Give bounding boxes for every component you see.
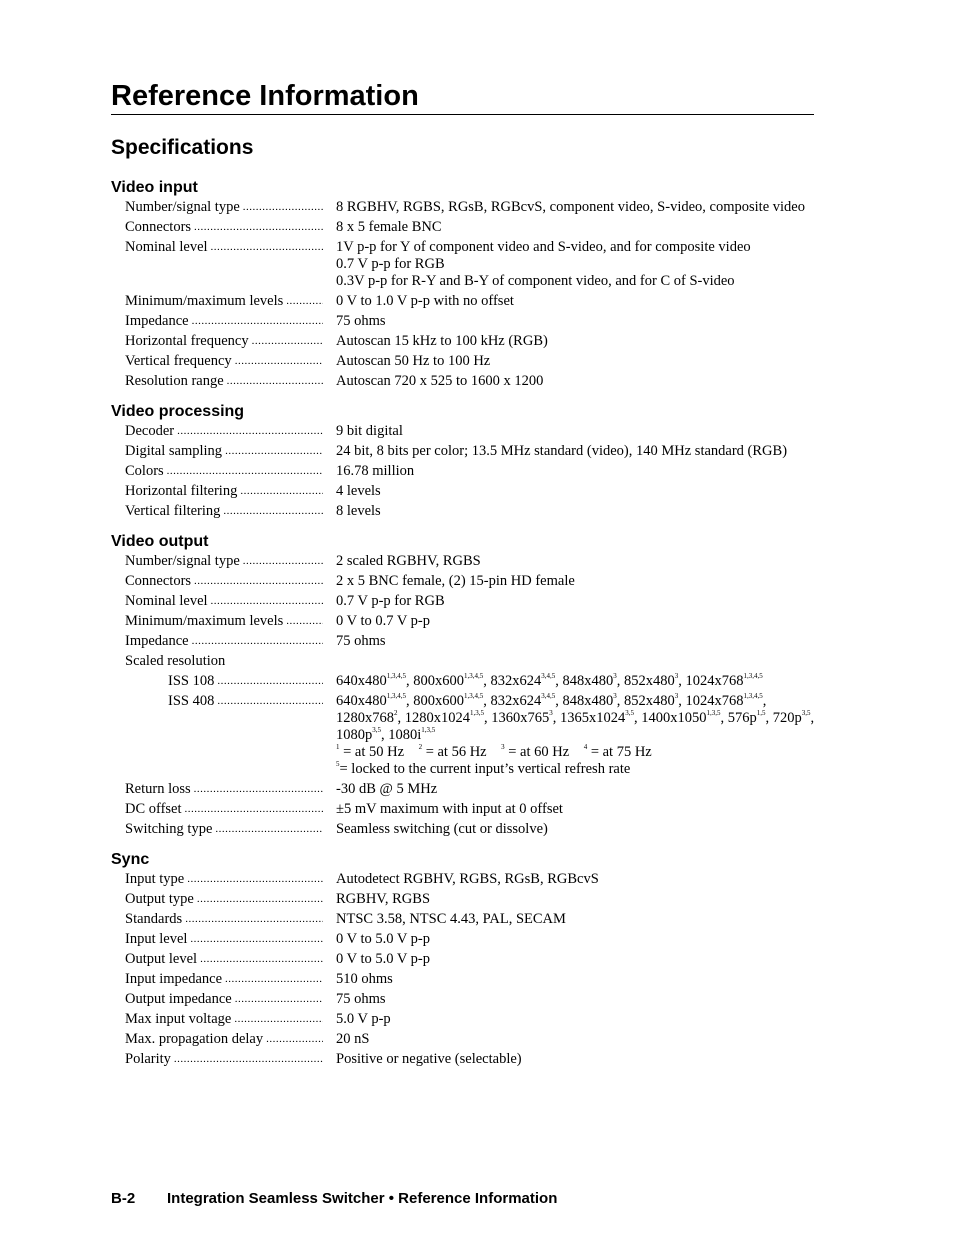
resolution-item: 1080p (336, 727, 373, 743)
leader-dots (197, 891, 323, 908)
footnote-text: = at 60 Hz (504, 744, 584, 760)
spec-label-text: Nominal level (125, 239, 208, 255)
spec-value (326, 443, 821, 460)
spec-label-text: Max. propagation delay (125, 1031, 264, 1047)
resolution-item: 832x624 (490, 673, 542, 689)
spec-label (111, 313, 326, 330)
spec-label-text: Output type (125, 891, 194, 907)
spec-value (326, 353, 821, 370)
spec-row (111, 423, 821, 440)
spec-value-text: 0 V to 5.0 V p-p (336, 931, 431, 947)
spec-label-text: DC offset (125, 801, 182, 817)
footnote-line (336, 761, 821, 778)
footnote-ref: 1,3,4,5 (386, 672, 406, 681)
spec-row (111, 891, 821, 908)
resolution-item: 640x480 (336, 693, 387, 709)
spec-value-line: 0.7 V p-p for RGB (336, 256, 445, 272)
spec-value-text: 16.78 million (336, 463, 415, 479)
group-spacer (111, 523, 821, 530)
spec-row (111, 781, 821, 798)
leader-dots (227, 373, 323, 390)
spec-value-text: Positive or negative (selectable) (336, 1051, 522, 1067)
spec-value (326, 693, 821, 778)
spec-label (111, 333, 326, 350)
spec-label-text: Impedance (125, 633, 189, 649)
spec-value (326, 463, 821, 480)
spec-row (111, 931, 821, 948)
spec-label (111, 891, 326, 908)
spec-label-text: Number/signal type (125, 553, 240, 569)
spec-value-text: Autoscan 50 Hz to 100 Hz (336, 353, 491, 369)
spec-row (111, 199, 821, 216)
spec-value (326, 593, 821, 610)
spec-label-text: Vertical frequency (125, 353, 232, 369)
spec-group (111, 400, 821, 520)
spec-value-text: 510 ohms (336, 971, 393, 987)
spec-value (326, 801, 821, 818)
spec-row (111, 593, 821, 610)
spec-value-text: 8 RGBHV, RGBS, RGsB, RGBcvS, component video, S-video, composite video (336, 199, 805, 215)
spec-value-text: Seamless switching (cut or dissolve) (336, 821, 548, 837)
spec-label (111, 423, 326, 440)
footnote-ref: 3 (613, 692, 617, 701)
leader-dots (217, 673, 323, 690)
spec-label (111, 633, 326, 650)
spec-row (111, 293, 821, 310)
spec-label (111, 653, 326, 670)
spec-label (111, 871, 326, 888)
spec-row (111, 219, 821, 236)
spec-label-text: Input impedance (125, 971, 223, 987)
spec-value-text: 2 x 5 BNC female, (2) 15-pin HD female (336, 573, 575, 589)
spec-value (326, 1031, 821, 1048)
spec-value-text: -30 dB @ 5 MHz (336, 781, 438, 797)
footnote-ref: 3 (549, 709, 553, 718)
spec-value (326, 613, 821, 630)
footnote-ref: 1,3,4,5 (464, 692, 484, 701)
spec-value (326, 951, 821, 968)
spec-label-text: Scaled resolution (125, 653, 226, 669)
footnote-ref: 3 (613, 672, 617, 681)
footnote-number: 5 (336, 760, 340, 769)
spec-row (111, 613, 821, 630)
leader-dots (225, 443, 323, 460)
leader-dots (234, 1011, 323, 1028)
spec-value (326, 821, 821, 838)
footnote-ref: 1,3,5 (421, 726, 436, 735)
spec-label-text: Number/signal type (125, 199, 240, 215)
leader-dots (194, 781, 323, 798)
leader-dots (194, 219, 323, 236)
spec-row (111, 333, 821, 350)
spec-value (326, 991, 821, 1008)
footnote-number: 3 (501, 743, 505, 752)
spec-label (111, 781, 326, 798)
leader-dots (190, 931, 323, 948)
leader-dots (235, 991, 323, 1008)
resolution-item: 800x600 (413, 673, 464, 689)
spec-label (111, 613, 326, 630)
resolution-item: 1024x768 (685, 693, 744, 709)
spec-value-text: 8 x 5 female BNC (336, 219, 442, 235)
spec-label-text: Standards (125, 911, 183, 927)
spec-row (111, 1031, 821, 1048)
leader-dots (225, 971, 323, 988)
spec-label-text: Nominal level (125, 593, 208, 609)
spec-value (326, 423, 821, 440)
spec-value (326, 911, 821, 928)
footnote-ref: 2 (394, 709, 398, 718)
leader-dots (217, 693, 323, 778)
resolution-item: 1024x768 (685, 673, 744, 689)
leader-dots (235, 353, 323, 370)
spec-value-line: 1V p-p for Y of component video and S-video, and for composite video (336, 239, 751, 255)
resolution-item: 848x480 (562, 693, 614, 709)
spec-value (326, 633, 821, 650)
spec-value (326, 219, 821, 236)
footnote-ref: 1,3,4,5 (386, 692, 406, 701)
spec-value-text: 0 V to 5.0 V p-p (336, 951, 431, 967)
group-heading: Video processing (111, 403, 245, 420)
spec-label-text: Output level (125, 951, 198, 967)
spec-label-text: ISS 108 (168, 673, 215, 689)
spec-row (111, 971, 821, 988)
footnote-ref: 1,3,4,5 (743, 672, 763, 681)
footnote-number: 4 (583, 743, 588, 752)
leader-dots (200, 951, 323, 968)
resolution-item: 576p (727, 710, 757, 726)
resolution-item: 1280x1024 (404, 710, 470, 726)
group-heading: Video output (111, 533, 209, 550)
spec-row (111, 483, 821, 500)
footer-text: Integration Seamless Switcher • Reference Information (167, 1190, 558, 1207)
spec-value (326, 673, 821, 690)
page-footer (111, 1190, 557, 1207)
spec-label-text: Switching type (125, 821, 213, 837)
leader-dots (187, 871, 323, 888)
spec-label (111, 931, 326, 948)
spec-value-text: NTSC 3.58, NTSC 4.43, PAL, SECAM (336, 911, 566, 927)
spec-label (111, 353, 326, 370)
specifications-content (111, 176, 821, 1071)
spec-value (326, 313, 821, 330)
spec-label (111, 801, 326, 818)
footnote-line (336, 744, 821, 761)
leader-dots (192, 313, 323, 330)
spec-label-text: Impedance (125, 313, 189, 329)
leader-dots (252, 333, 323, 350)
leader-dots (243, 199, 323, 216)
spec-label (111, 971, 326, 988)
spec-value (326, 503, 821, 520)
spec-value-text: 8 levels (336, 503, 381, 519)
spec-label-text: Colors (125, 463, 164, 479)
leader-dots (211, 593, 323, 610)
spec-row (111, 553, 821, 570)
leader-dots (240, 483, 323, 500)
footnote-ref: 3,5 (801, 709, 811, 718)
spec-row (111, 911, 821, 928)
footnote-ref: 1,3,4,5 (464, 672, 484, 681)
footnote-ref: 1,3,5 (470, 709, 484, 718)
spec-value (326, 483, 821, 500)
resolution-item: 1400x1050 (641, 710, 707, 726)
spec-row (111, 673, 821, 690)
spec-value (326, 891, 821, 908)
spec-label (111, 1051, 326, 1068)
spec-value (326, 971, 821, 988)
spec-value (326, 199, 821, 216)
spec-group (111, 530, 821, 838)
resolution-item: 852x480 (624, 673, 675, 689)
spec-row (111, 633, 821, 650)
spec-label-text: Horizontal frequency (125, 333, 249, 349)
spec-label (111, 593, 326, 610)
footnote-ref: 1,3,4,5 (743, 692, 763, 701)
spec-value-text: RGBHV, RGBS (336, 891, 431, 907)
spec-value (326, 573, 821, 590)
page-title: Reference Information (111, 78, 814, 115)
leader-dots (211, 239, 323, 290)
spec-row (111, 871, 821, 888)
spec-value-text: Autoscan 720 x 525 to 1600 x 1200 (336, 373, 544, 389)
spec-row (111, 313, 821, 330)
spec-label-text: Input type (125, 871, 185, 887)
group-heading: Video input (111, 179, 198, 196)
spec-label-text: Polarity (125, 1051, 171, 1067)
spec-label-text: Connectors (125, 573, 192, 589)
footnote-text: = at 75 Hz (587, 744, 652, 760)
spec-value (326, 931, 821, 948)
section-title: Specifications (111, 136, 254, 159)
spec-value-line: 0.3V p-p for R-Y and B-Y of component video, and for C of S-video (336, 273, 735, 289)
footnote-text: = at 50 Hz (339, 744, 419, 760)
resolution-item: 1365x1024 (560, 710, 626, 726)
spec-label (111, 573, 326, 590)
spec-value-text: 9 bit digital (336, 423, 403, 439)
footnote-ref: 3 (674, 692, 679, 701)
resolution-item: 832x624 (490, 693, 542, 709)
spec-label (111, 553, 326, 570)
leader-dots (185, 801, 323, 818)
spec-label-text: Minimum/maximum levels (125, 613, 284, 629)
spec-label-text: Vertical filtering (125, 503, 221, 519)
resolution-item: 848x480 (562, 673, 614, 689)
spec-value-text: Autoscan 15 kHz to 100 kHz (RGB) (336, 333, 548, 349)
spec-value (326, 1011, 821, 1028)
spec-label (111, 239, 326, 290)
footnote-text: = at 56 Hz (422, 744, 502, 760)
leader-dots (167, 463, 323, 480)
leader-dots (223, 503, 323, 520)
spec-label (111, 951, 326, 968)
spec-label (111, 219, 326, 236)
spec-value-text: 0.7 V p-p for RGB (336, 593, 445, 609)
spec-row (111, 443, 821, 460)
spec-row (111, 951, 821, 968)
spec-value (326, 871, 821, 888)
spec-label (111, 911, 326, 928)
spec-label (111, 483, 326, 500)
footnote-ref: 3,5 (625, 709, 634, 718)
spec-row (111, 801, 821, 818)
leader-dots (194, 573, 323, 590)
spec-label (111, 693, 326, 778)
spec-value (326, 239, 821, 290)
spec-label (111, 821, 326, 838)
spec-row (111, 653, 821, 670)
spec-label-text: Horizontal filtering (125, 483, 238, 499)
spec-row (111, 353, 821, 370)
spec-row (111, 821, 821, 838)
spec-value (326, 781, 821, 798)
footnote-ref: 3 (674, 672, 679, 681)
resolution-item: 720p (772, 710, 802, 726)
footnote-ref: 3,5 (372, 726, 381, 735)
resolution-list: 640x480$^{1,3,4,5}$, 800x600$^{1,3,4,5}$, 832x624$^{3,4,5}$, $848x480^3$, $852x480^3$, 1024x768$^{1,3,4,5}$, $1280x768^2$, 1280x1024$^{1,3,5}$, $1360x765^3$, 1365x1024$^{3,5}$, 1400x1050$^{1,3,5}$, $576p^{1,5}$, $720p^{3,5}$, $1080p^{3,5}$, $1080i^{1,3,5}$ (336, 692, 815, 743)
group-heading: Sync (111, 851, 150, 868)
group-spacer (111, 841, 821, 848)
spec-label (111, 503, 326, 520)
spec-value-text: 75 ohms (336, 633, 386, 649)
spec-label-text: Output impedance (125, 991, 232, 1007)
resolution-item: 800x600 (413, 693, 464, 709)
spec-label-text: ISS 408 (168, 693, 215, 709)
spec-value-text: 0 V to 1.0 V p-p with no offset (336, 293, 514, 309)
spec-value-text: 5.0 V p-p (336, 1011, 391, 1027)
spec-label-text: Decoder (125, 423, 175, 439)
resolution-item: 1360x765 (491, 710, 550, 726)
spec-value-text: 75 ohms (336, 991, 386, 1007)
spec-label-text: Minimum/maximum levels (125, 293, 284, 309)
spec-value (326, 373, 821, 390)
spec-label (111, 373, 326, 390)
spec-row (111, 991, 821, 1008)
spec-value (326, 653, 821, 670)
spec-value-text: 24 bit, 8 bits per color; 13.5 MHz standard (video), 140 MHz standard (RGB) (336, 443, 788, 459)
spec-label (111, 463, 326, 480)
leader-dots (185, 911, 323, 928)
leader-dots (286, 613, 323, 630)
spec-group (111, 176, 821, 390)
spec-label-text: Input level (125, 931, 188, 947)
leader-dots (174, 1051, 323, 1068)
spec-value-text: 0 V to 0.7 V p-p (336, 613, 431, 629)
spec-row (111, 573, 821, 590)
footnote-text: = locked to the current input’s vertical refresh rate (339, 761, 631, 777)
spec-row (111, 463, 821, 480)
spec-value (326, 293, 821, 310)
spec-label (111, 1031, 326, 1048)
spec-row (111, 503, 821, 520)
leader-dots (243, 553, 323, 570)
spec-value (326, 333, 821, 350)
spec-label (111, 443, 326, 460)
group-spacer (111, 393, 821, 400)
spec-label (111, 673, 326, 690)
spec-label (111, 1011, 326, 1028)
spec-value-text: 20 nS (336, 1031, 370, 1047)
spec-row (111, 1011, 821, 1028)
footnote-ref: 3,4,5 (541, 672, 556, 681)
spec-value-text: 75 ohms (336, 313, 386, 329)
resolution-item: 852x480 (624, 693, 675, 709)
spec-row (111, 1051, 821, 1068)
resolution-item: 1280x768 (336, 710, 394, 726)
spec-label (111, 199, 326, 216)
resolution-list: 640x480$^{1,3,4,5}$, 800x600$^{1,3,4,5}$, 832x624$^{3,4,5}$, $848x480^3$, $852x480^3$, 1024x768$^{1,3,4,5}$ (336, 672, 763, 689)
spec-row (111, 373, 821, 390)
spec-label-text: Return loss (125, 781, 191, 797)
footnote-number: 2 (418, 743, 423, 752)
spec-label-text: Max input voltage (125, 1011, 232, 1027)
footnote-number: 1 (336, 743, 340, 752)
resolution-item: 640x480 (336, 673, 387, 689)
spec-label-text: Digital sampling (125, 443, 223, 459)
leader-dots (286, 293, 323, 310)
spec-label-text: Connectors (125, 219, 192, 235)
spec-value-text: Autodetect RGBHV, RGBS, RGsB, RGBcvS (336, 871, 599, 887)
leader-dots (177, 423, 323, 440)
leader-dots (215, 821, 323, 838)
spec-value-text: 4 levels (336, 483, 381, 499)
spec-row (111, 239, 821, 290)
spec-row (111, 693, 821, 778)
spec-group (111, 848, 821, 1068)
resolution-item: 1080i (388, 727, 422, 743)
footnote-ref: 3,4,5 (541, 692, 556, 701)
spec-label-text: Resolution range (125, 373, 224, 389)
spec-value-text: 2 scaled RGBHV, RGBS (336, 553, 481, 569)
page-number: B-2 (111, 1190, 136, 1207)
spec-value-text: ±5 mV maximum with input at 0 offset (336, 801, 563, 817)
spec-label (111, 991, 326, 1008)
footnote-ref: 1,3,5 (706, 709, 721, 718)
footnote-ref: 1,5 (756, 709, 766, 718)
spec-label (111, 293, 326, 310)
spec-value (326, 1051, 821, 1068)
spec-value (326, 553, 821, 570)
leader-dots (192, 633, 323, 650)
leader-dots (266, 1031, 323, 1048)
